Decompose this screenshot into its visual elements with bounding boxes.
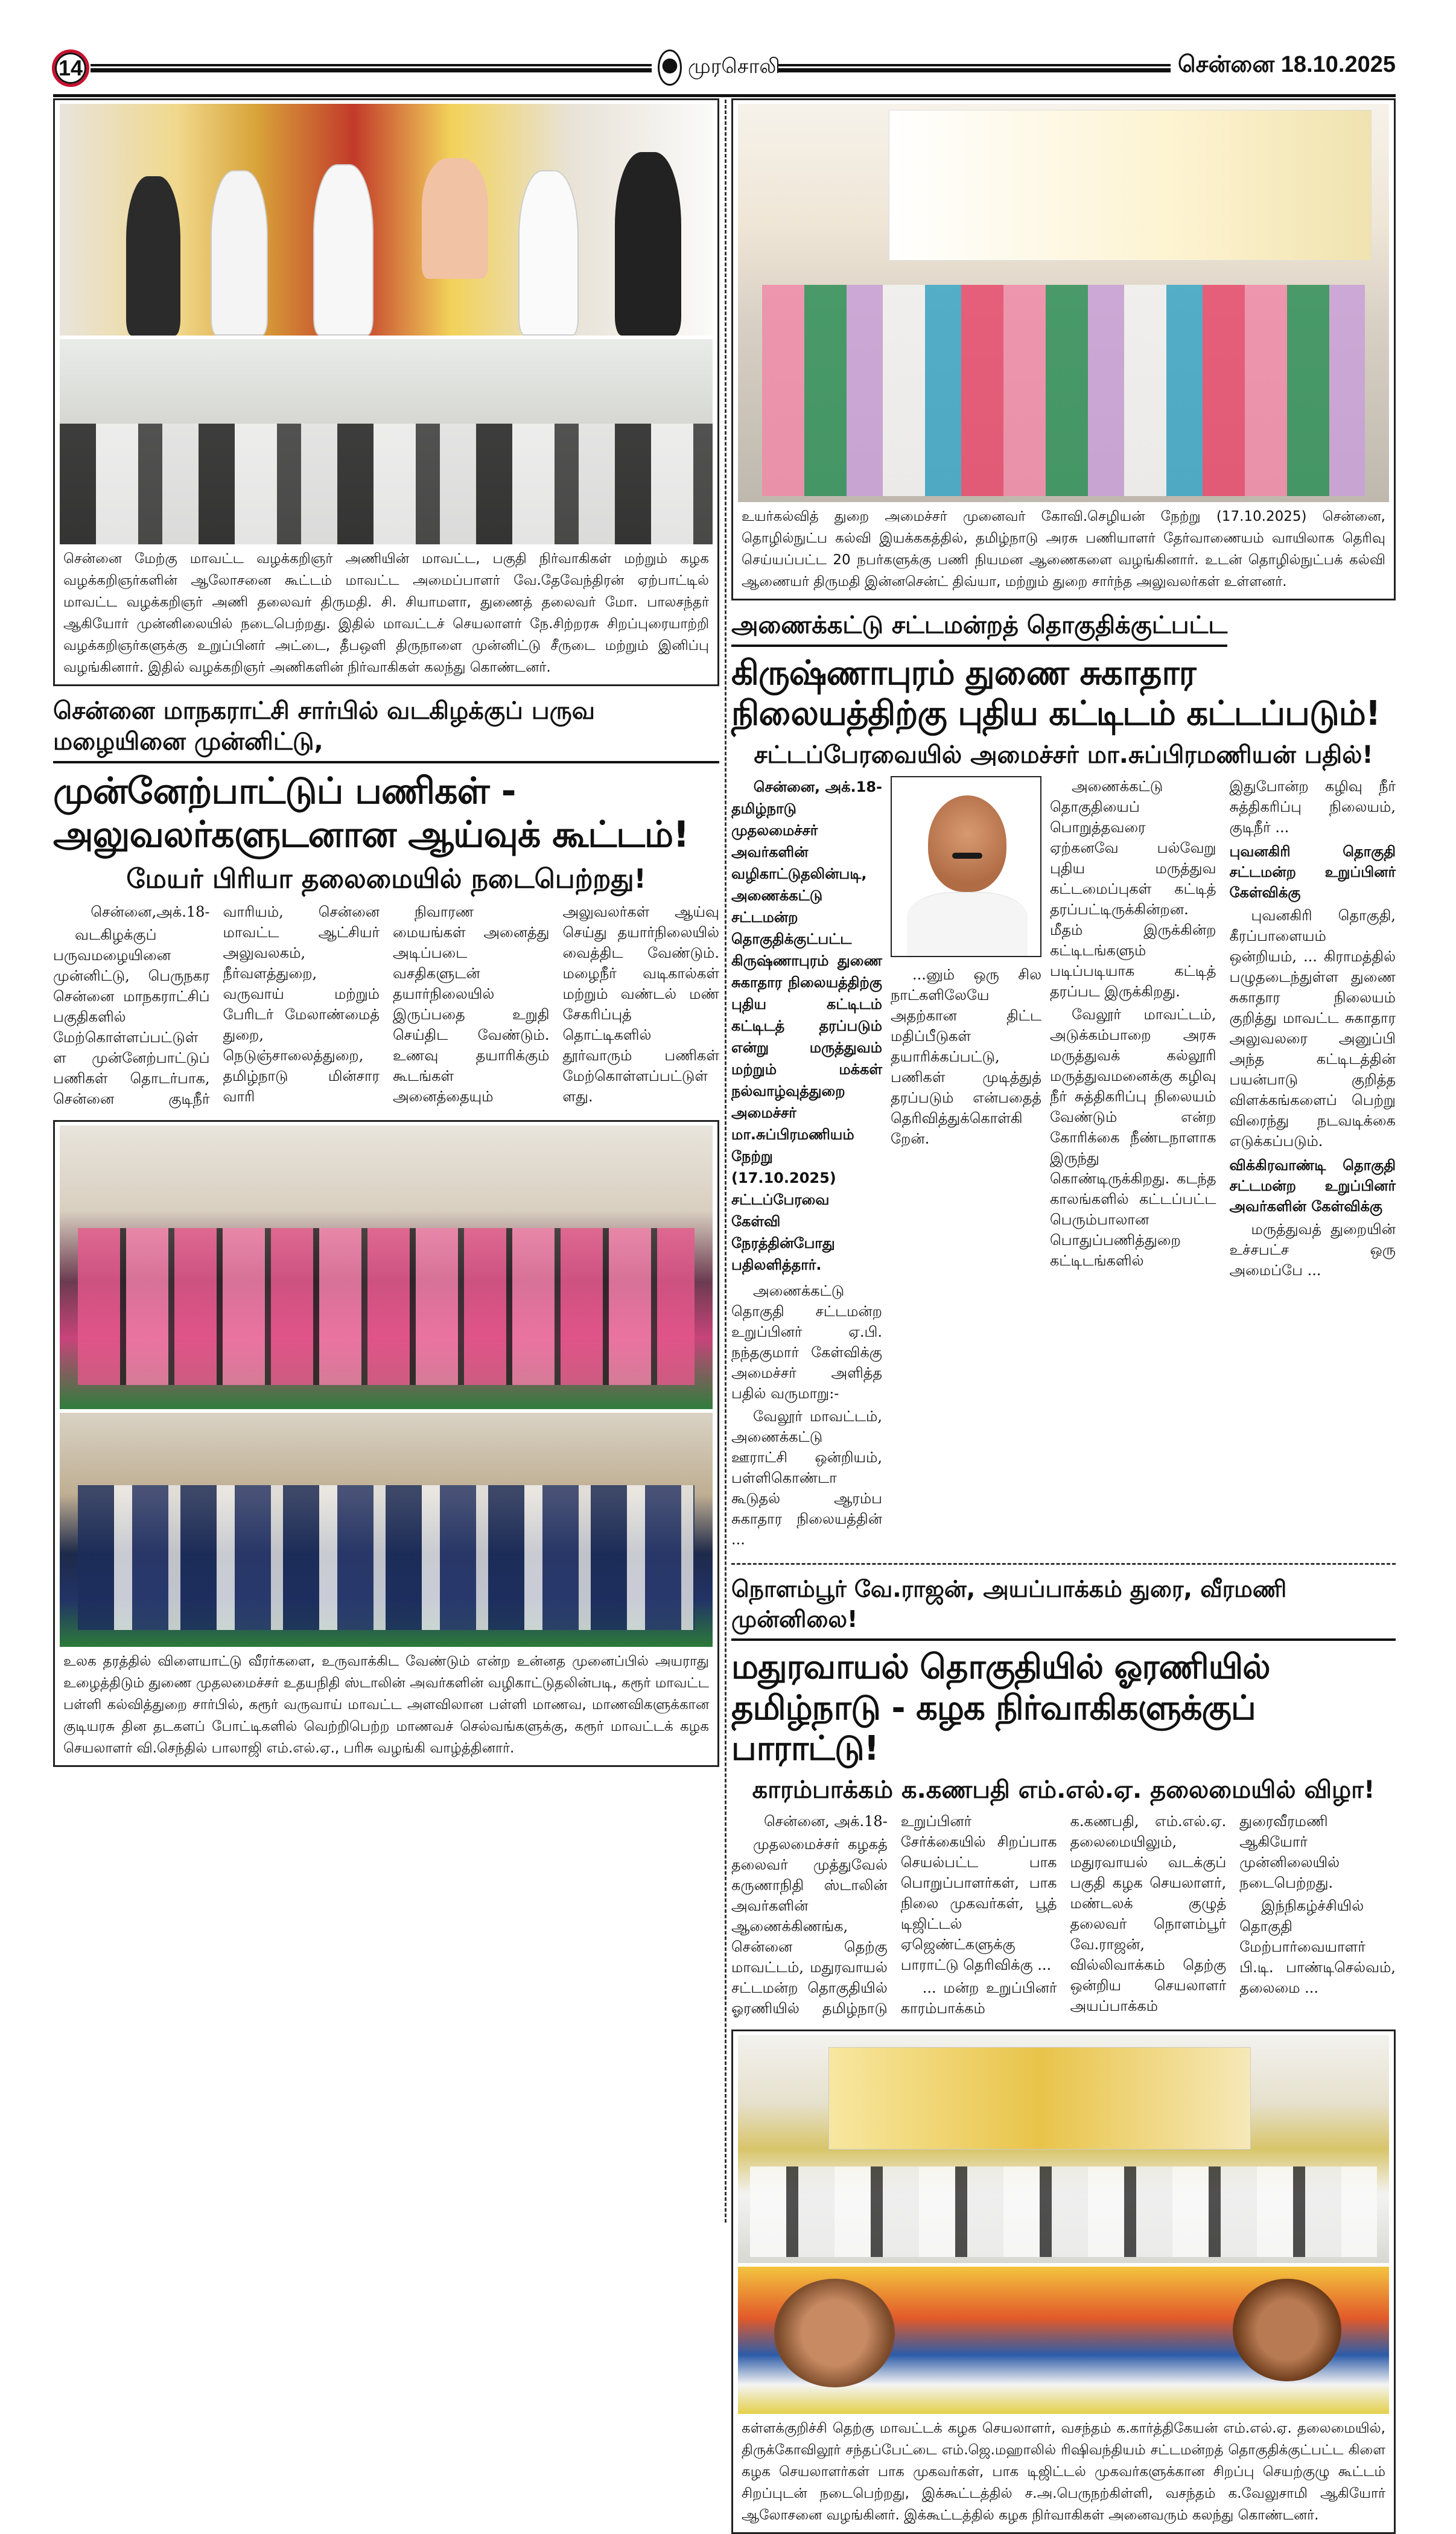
article-headline: கிருஷ்ணாபுரம் துணை சுகாதார நிலையத்திற்கு புதிய கட்டிடம் கட்டப்படும்! — [731, 654, 1381, 734]
emblem-icon — [658, 49, 682, 86]
photo-caption: உலக தரத்தில் விளையாட்டு வீரர்களை, உருவாக்கிட வேண்டும் என்ற உன்னத முனைப்பில் அயராது உழைத்திடும் துணை முதலமைச்சர் உதயநிதி ஸ்டாலின் அவர்களின் வழிகாட்டுதலின்படி, கரூர் மாவட்ட பள்ளி கல்வித்துறை சார்பில், கரூர் வருவாய் மாவட்ட அளவிலான பள்ளி மாணவ, மாணவிகளுக்கான குடியரசு தின தடகளப் போட்டிகளில் வெற்றிபெற்ற மாணவச் செல்வங்களுக்கு, கரூர் மாவட்டக் கழக செயலாளர் வி.செந்தில் பாலாஜி எம்.எல்.ஏ., பரிசு வழங்கி வாழ்த்தினார். — [63, 1654, 709, 1756]
article-dateline: சென்னை, அக்.18- — [763, 1812, 888, 1830]
header-rule-left — [91, 64, 652, 72]
article-body-col1 — [731, 1281, 882, 1550]
article-paragraph: ... மன்ற உறுப்பினர் காரம்பாக்கம் க.கணபதி, எம்.எல்.ஏ. தலைமையிலும், மதுரவாயல் வடக்குப் பகுதி கழக செயலாளர், மண்டலக் குழுத் தலைவர் நொளம்பூர் வே.ராஜன், வில்லிவாக்கம் தெற்கு ஒன்றிய செயலாளர் அயப்பாக்கம் துரைவீரமணி ஆகியோர் முன்னிலையில் நடைபெற்றது. — [900, 1812, 1340, 2017]
article-subhead: மேயர் பிரியா தலைமையில் நடைபெற்றது! — [126, 864, 646, 894]
article-paragraph: அணைக்கட்டு தொகுதியைப் பொறுத்தவரை ஏற்கனவே பல்வேறு புதிய மருத்துவ கட்டமைப்புகள் கட்டித் தரப்பட்டிருக்கின்றன. மீதம் இருக்கின்ற கட்டிடங்களும் படிப்படியாக கட்டித் தரப்பட இருக்கிறது. — [1050, 778, 1216, 1001]
article-paragraph: ...னும் ஒரு சில நாட்களிலேயே அதற்கான திட்ட மதிப்பீடுகள் தயாரிக்கப்பட்டு, பணிகள் முடித்துத் தரப்படும் என்பதைத் தெரிவித்துக்கொள்கிறேன். — [891, 966, 1041, 1148]
page-number: 14 — [52, 49, 89, 87]
article-subheading: விக்கிரவாண்டி தொகுதி சட்டமன்ற உறுப்பினர் அவர்களின் கேள்விக்கு — [1229, 1157, 1396, 1215]
photo-caption: உயர்கல்வித் துறை அமைச்சர் முனைவர் கோவி.செழியன் நேற்று (17.10.2025) சென்னை, தொழில்நுட்ப கல்வி இயக்ககத்தில், தமிழ்நாடு அரசு பணியாளர் தேர்வாணையம் வாயிலாக தெரிவு செய்யப்பட்ட 20 நபர்களுக்கு பணி நியமன ஆணைகளை வழங்கினார். உடன் தொழில்நுட்பக் கல்வி ஆணையர் திருமதி இன்னசென்ட் திவ்யா, மற்றும் துறை சார்ந்த அலுவலர்கள் உள்ளனர். — [742, 509, 1385, 590]
article-rain — [53, 697, 719, 1109]
section-divider — [731, 1563, 1396, 1565]
header-rule-right — [778, 64, 1171, 72]
photo-banner-meeting — [738, 2267, 1389, 2414]
article-dateline: சென்னை, அக்.18- — [753, 778, 882, 796]
article-headline: மதுரவாயல் தொகுதியில் ஓரணியில் தமிழ்நாடு - கழக நிர்வாகிகளுக்குப் பாராட்டு! — [731, 1647, 1270, 1768]
article-dateline: சென்னை,அக்.18- — [91, 903, 210, 920]
photo-team-boys — [60, 1413, 713, 1647]
photo-stage-meeting — [738, 2035, 1389, 2263]
article-paragraph: புவனகிரி தொகுதி, கீரப்பாளையம் ஒன்றியம், ... கிராமத்தில் பழுதடைந்துள்ள துணை சுகாதார நிலையம் குறித்து மாவட்ட சுகாதார அலுவலரை அனுப்பி அந்த கட்டிடத்தின் பயன்பாடு குறித்த விளக்கங்களைப் பெற்று விரைந்து நடவடிக்கை எடுக்கப்படும். — [1229, 907, 1396, 1150]
photo-caption: கள்ளக்குறிச்சி தெற்கு மாவட்டக் கழக செயலாளர், வசந்தம் க.கார்த்திகேயன் எம்.எல்.ஏ. தலைமையில், திருக்கோவிலூர் சந்தப்பேட்டை எம்.ஜெ.மஹாலில் ரிஷிவந்தியம் சட்டமன்றத் தொகுதிக்குட்பட்ட கிளை கழக செயலாளர்கள் பாக முகவர்கள், பாக டிஜிட்டல் முகவர்களுக்கான சிறப்பு செயற்குழு கூட்டம் சிறப்புடன் நடைபெற்றது, இக்கூட்டத்தில் ச.அ.பெருநற்கிள்ளி, வசந்தம் க.வேலுசாமி ஆகியோர் ஆலோசனை வழங்கினர். இக்கூட்டத்தில் கழக நிர்வாகிகள் அனைவரும் கலந்து கொண்டனர். — [742, 2420, 1385, 2523]
article-body-col2 — [891, 964, 1041, 1151]
article-subhead: காரம்பாக்கம் க.கணபதி எம்.எல்.ஏ. தலைமையில் விழா! — [752, 1775, 1375, 1804]
article-kicker: அணைக்கட்டு சட்டமன்றத் தொகுதிக்குட்பட்ட — [731, 611, 1227, 647]
article-paragraph: வேலூர் மாவட்டம், அணைக்கட்டு ஊராட்சி ஒன்றியம், பள்ளிகொண்டா கூடுதல் ஆரம்ப சுகாதார நிலையத்தின் ... — [731, 1408, 882, 1549]
photo-box-meeting — [731, 2029, 1396, 2534]
photo-caption: சென்னை மேற்கு மாவட்ட வழக்கறிஞர் அணியின் மாவட்ட, பகுதி நிர்வாகிகள் மற்றும் கழக வழக்கறிஞர்களின் ஆலோசனை கூட்டம் மாவட்ட அமைப்பாளர் வே.தேவேந்திரன் ஏற்பாட்டில் மாவட்ட வழக்கறிஞர் அணி தலைவர் திருமதி. சி. சியாமளா, துணைத் தலைவர் மோ. பாலசந்தர் ஆகியோர் முன்னிலையில் நடைபெற்றது. இதில் மாவட்டச் செயலாளர் நே.சிற்றரசு சிறப்புரையாற்றி வழக்கறிஞர்களுக்கு உறுப்பினர் அட்டை, தீபஒளி திருநாளை முன்னிட்டு சீருடை மற்றும் இனிப்பு வழங்கினார். இதில் வழக்கறிஞர் அணிகளின் நிர்வாகிகள் கலந்து கொண்டனர். — [63, 551, 709, 675]
article-kicker: நொளம்பூர் வே.ராஜன், அயப்பாக்கம் துரை, வீரமணி முன்னிலை! — [731, 1576, 1396, 1641]
article-health — [731, 611, 1396, 1552]
top-divider — [53, 94, 1396, 97]
article-body — [53, 902, 719, 1109]
photo-box-lawyers — [53, 98, 719, 686]
article-headline: முன்னேற்பாட்டுப் பணிகள் - அலுவலர்களுடனான ஆய்வுக் கூட்டம்! — [53, 770, 689, 856]
photo-box-appointments — [731, 98, 1396, 600]
minister-portrait — [891, 776, 1041, 957]
article-paragraph: வடகிழக்குப் பருவமழையினை முன்னிட்டு, பெருநகர சென்னை மாநகராட்சிப் பகுதிகளில் மேற்கொள்ளப்பட்டுள்ள முன்னேற்பாட்டுப் பணிகள் தொடர்பாக, சென்னை குடிநீர் வாரியம், சென்னை மாவட்ட ஆட்சியர் அலுவலகம், நீர்வளத்துறை, வருவாய் மற்றும் பேரிடர் மேலாண்மைத் துறை, நெடுஞ்சாலைத்துறை, தமிழ்நாடு மின்சார வாரி — [53, 903, 380, 1107]
article-body-row — [731, 776, 1396, 1552]
article-lede: தமிழ்நாடு முதலமைச்சர் அவர்களின் வழிகாட்டுதலின்படி, அணைக்கட்டு சட்டமன்ற தொகுதிக்குட்பட்ட கிருஷ்ணாபுரம் துணை சுகாதார நிலையத்திற்கு புதிய கட்டிடம் கட்டிடத் தரப்படும் என்று மருத்துவம் மற்றும் மக்கள் நல்வாழ்வுத்துறை அமைச்சர் மா.சுப்பிரமணியம் நேற்று (17.10.2025) சட்டப்பேரவை கேள்வி நேரத்தின்போது பதிலளித்தார். — [731, 800, 882, 1274]
paper-name: முரசொலி — [688, 54, 780, 78]
article-subhead: சட்டப்பேரவையில் அமைச்சர் மா.சுப்பிரமணியன் பதில்! — [754, 741, 1373, 769]
masthead-logo — [658, 49, 780, 86]
column-divider — [725, 100, 726, 2223]
article-kicker: சென்னை மாநகராட்சி சார்பில் வடகிழக்குப் பருவ மழையினை முன்னிட்டு, — [53, 697, 719, 763]
article-subheading: புவனகிரி தொகுதி சட்டமன்ற உறுப்பினர் கேள்விக்கு — [1229, 843, 1396, 902]
article-paragraph: அணைக்கட்டு தொகுதி சட்டமன்ற உறுப்பினர் ஏ.பி. நந்தகுமார் கேள்விக்கு அமைச்சர் அளித்த பதில் வருமாறு:- — [731, 1282, 882, 1402]
photo-group — [738, 104, 1389, 502]
article-paragraph: முதலமைச்சர் கழகத் தலைவர் முத்துவேல் கருணாநிதி ஸ்டாலின் அவர்களின் ஆணைக்கிணங்க, சென்னை தெற்கு மாவட்டம், மதுரவாயல் சட்டமன்ற தொகுதியில் ஓரணியில் தமிழ்நாடு உறுப்பினர் சேர்க்கையில் சிறப்பாக செயல்பட்ட பாக பொறுப்பாளர்கள், பாக நிலை முகவர்கள், பூத் டிஜிட்டல் ஏஜெண்ட்களுக்கு பாராட்டு தெரிவிக்கு ... — [731, 1812, 1057, 2017]
article-paragraph: இந்நிகழ்ச்சியில் தொகுதி மேற்பார்வையாளர் பி.டி. பாண்டிசெல்வம், தலைமை ... — [1239, 1897, 1396, 1996]
photo-team-girls — [60, 1125, 713, 1409]
photo-stage — [60, 104, 713, 336]
article-body — [731, 1811, 1396, 2019]
right-column — [731, 98, 1396, 2534]
article-col2 — [891, 776, 1041, 1151]
photo-audience — [60, 339, 713, 544]
article-body-col34 — [1050, 776, 1396, 1281]
issue-dateline: சென்னை 18.10.2025 — [1177, 52, 1396, 77]
article-lede-column — [731, 776, 882, 1552]
article-paragraph: மருத்துவத் துறையின் உச்சபட்ச ஒரு அமைப்பே ... — [1229, 1221, 1396, 1279]
left-column — [53, 98, 719, 1767]
article-paragraph: வேலூர் மாவட்டம், அடுக்கம்பாறை அரசு மருத்துவக் கல்லூரி மருத்துவமனைக்கு கழிவு நீர் சுத்திகரிப்பு நிலையம் வேண்டும் என்ற கோரிக்கை நீண்டநாளாக இருந்து கொண்டிருக்கிறது. கடந்த காலங்களில் கட்டப்பட்ட பெரும்பாலான பொதுப்பணித்துறை கட்டிடங்களில் இதுபோன்ற கழிவு நீர் சுத்திகரிப்பு நிலையம், குடிநீர் ... — [1050, 778, 1396, 1270]
article-madhuravoyal — [731, 1576, 1396, 2019]
photo-box-athletes — [53, 1120, 719, 1767]
article-paragraph: நிவாரண மையங்கள் அனைத்து அடிப்படை வசதிகளுடன் தயார்நிலையில் இருப்பதை உறுதி செய்திட வேண்டும். உணவு தயாரிக்கும் கூடங்கள் அனைத்தையும் அலுவலர்கள் ஆய்வு செய்து தயார்நிலையில் வைத்திட வேண்டும். மழைநீர் வடிகால்கள் மற்றும் வண்டல் மண் சேகரிப்புத் தொட்டிகளில் தூர்வாரும் பணிகள் மேற்கொள்ளப்பட்டுள்ளது. — [393, 903, 719, 1105]
